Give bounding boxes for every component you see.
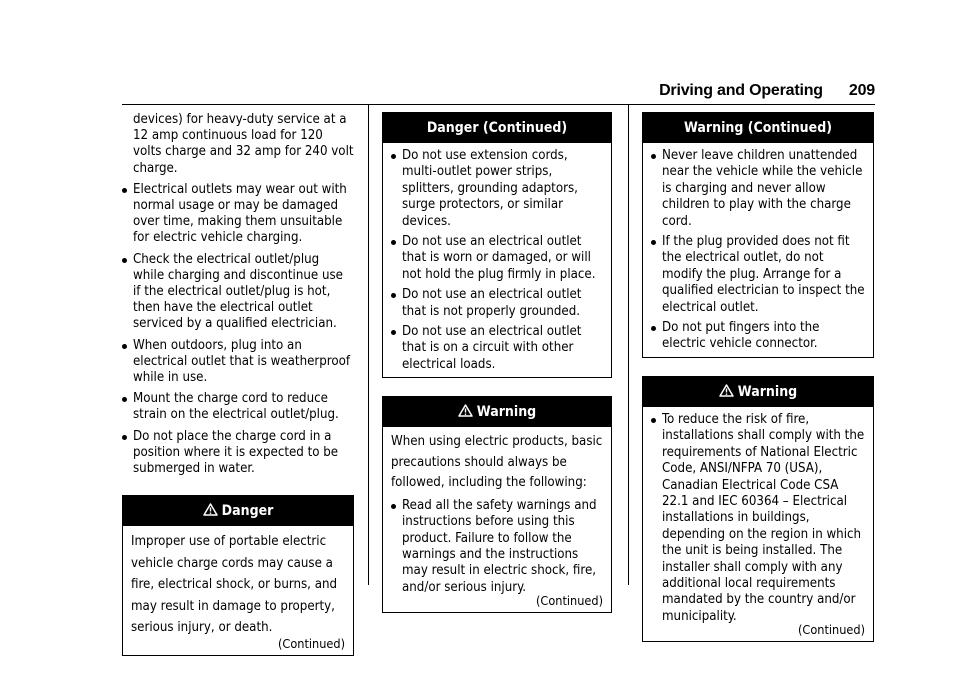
column-3: [642, 112, 874, 642]
lead-paragraph: devices) for heavy-duty service at a 12 amp continuous load for 120 volts charge and 32 amp for 240 volt charge.: [133, 112, 354, 176]
column-1: [122, 112, 354, 656]
danger-text: Improper use of portable electric vehicle charge cords may cause a fire, electrical shock, or burns, and may result in damage to property, serious injury, or death.: [131, 534, 338, 636]
list-item: To reduce the risk of fire, installations shall comply with the requirements of National Electric Code, ANSI/NFPA 70 (USA), Canadian Electrical Code CSA 22.1 and IEC 60364 – Electrical installations in buildings, depending on the region in which the unit is being installed. The installer shall comply with any additional local requirements mandated by the country and/or municipality.: [651, 412, 865, 625]
continued-label: (Continued): [536, 593, 603, 609]
danger-box-body: [123, 526, 353, 655]
warning-triangle-icon: [203, 503, 218, 516]
warning-2-title-text: Warning: [737, 383, 798, 400]
warning-title-text: Warning: [476, 404, 537, 421]
continued-label: (Continued): [798, 622, 865, 638]
danger-continued-body: [383, 143, 611, 377]
list-item: Do not use an electrical outlet that is worn or damaged, or will not hold the plug firmly in place.: [391, 234, 603, 283]
warning-continued-body: [643, 143, 873, 357]
danger-box: [122, 495, 354, 656]
list-item: Do not use an electrical outlet that is not properly grounded.: [391, 287, 603, 320]
list-item: Do not put fingers into the electric vehicle connector.: [651, 320, 865, 353]
list-item: Check the electrical outlet/plug while charging and discontinue use if the electrical outlet/plug is hot, then have the electrical outlet serviced by a qualified electrician.: [122, 252, 354, 333]
warning-continued-title: Warning (Continued): [643, 113, 873, 143]
warning-continued-box: [642, 112, 874, 358]
header-rule: [122, 104, 875, 105]
warning-triangle-icon: [719, 384, 734, 397]
page-header: [659, 82, 875, 100]
list-item: Do not use an electrical outlet that is on a circuit with other electrical loads.: [391, 324, 603, 373]
list-item: Do not use extension cords, multi-outlet power strips, splitters, grounding adaptors, surge protectors, or similar devices.: [391, 148, 603, 230]
column-2: [382, 112, 612, 613]
continued-label: (Continued): [278, 635, 345, 651]
warning-box-2-body: [643, 407, 873, 641]
danger-continued-box: [382, 112, 612, 378]
list-item: Electrical outlets may wear out with normal usage or may be damaged over time, making them unsuitable for electric vehicle charging.: [122, 182, 354, 247]
warning-box-2-title: [643, 377, 873, 407]
list-item: If the plug provided does not fit the electrical outlet, do not modify the plug. Arrange for a qualified electrician to inspect the electrical outlet.: [651, 234, 865, 316]
danger-title-text: Danger: [221, 503, 274, 520]
list-item: Mount the charge cord to reduce strain on the electrical outlet/plug.: [122, 391, 354, 423]
list-item: Do not place the charge cord in a position where it is expected to be submerged in water.: [122, 429, 354, 478]
list-item: Never leave children unattended near the vehicle while the vehicle is charging and never allow children to play with the charge cord.: [651, 148, 865, 230]
warning-triangle-icon: [458, 404, 473, 417]
warning-box-body: [383, 427, 611, 612]
list-item: When outdoors, plug into an electrical outlet that is weatherproof while in use.: [122, 338, 354, 387]
page-number: 209: [848, 82, 875, 99]
column-divider-1: [368, 105, 369, 585]
warning-box-2: [642, 376, 874, 642]
warning-intro: When using electric products, basic precautions should always be followed, including the following:: [391, 434, 603, 491]
danger-box-title: [123, 496, 353, 526]
column-divider-2: [628, 105, 629, 585]
warning-box-title: [383, 397, 611, 427]
section-title: Driving and Operating: [659, 82, 823, 99]
danger-continued-title: Danger (Continued): [383, 113, 611, 143]
warning-box: [382, 396, 612, 613]
list-item: Read all the safety warnings and instructions before using this product. Failure to follow the warnings and the instructions may result in electric shock, fire, and/or serious injury.: [391, 498, 603, 596]
